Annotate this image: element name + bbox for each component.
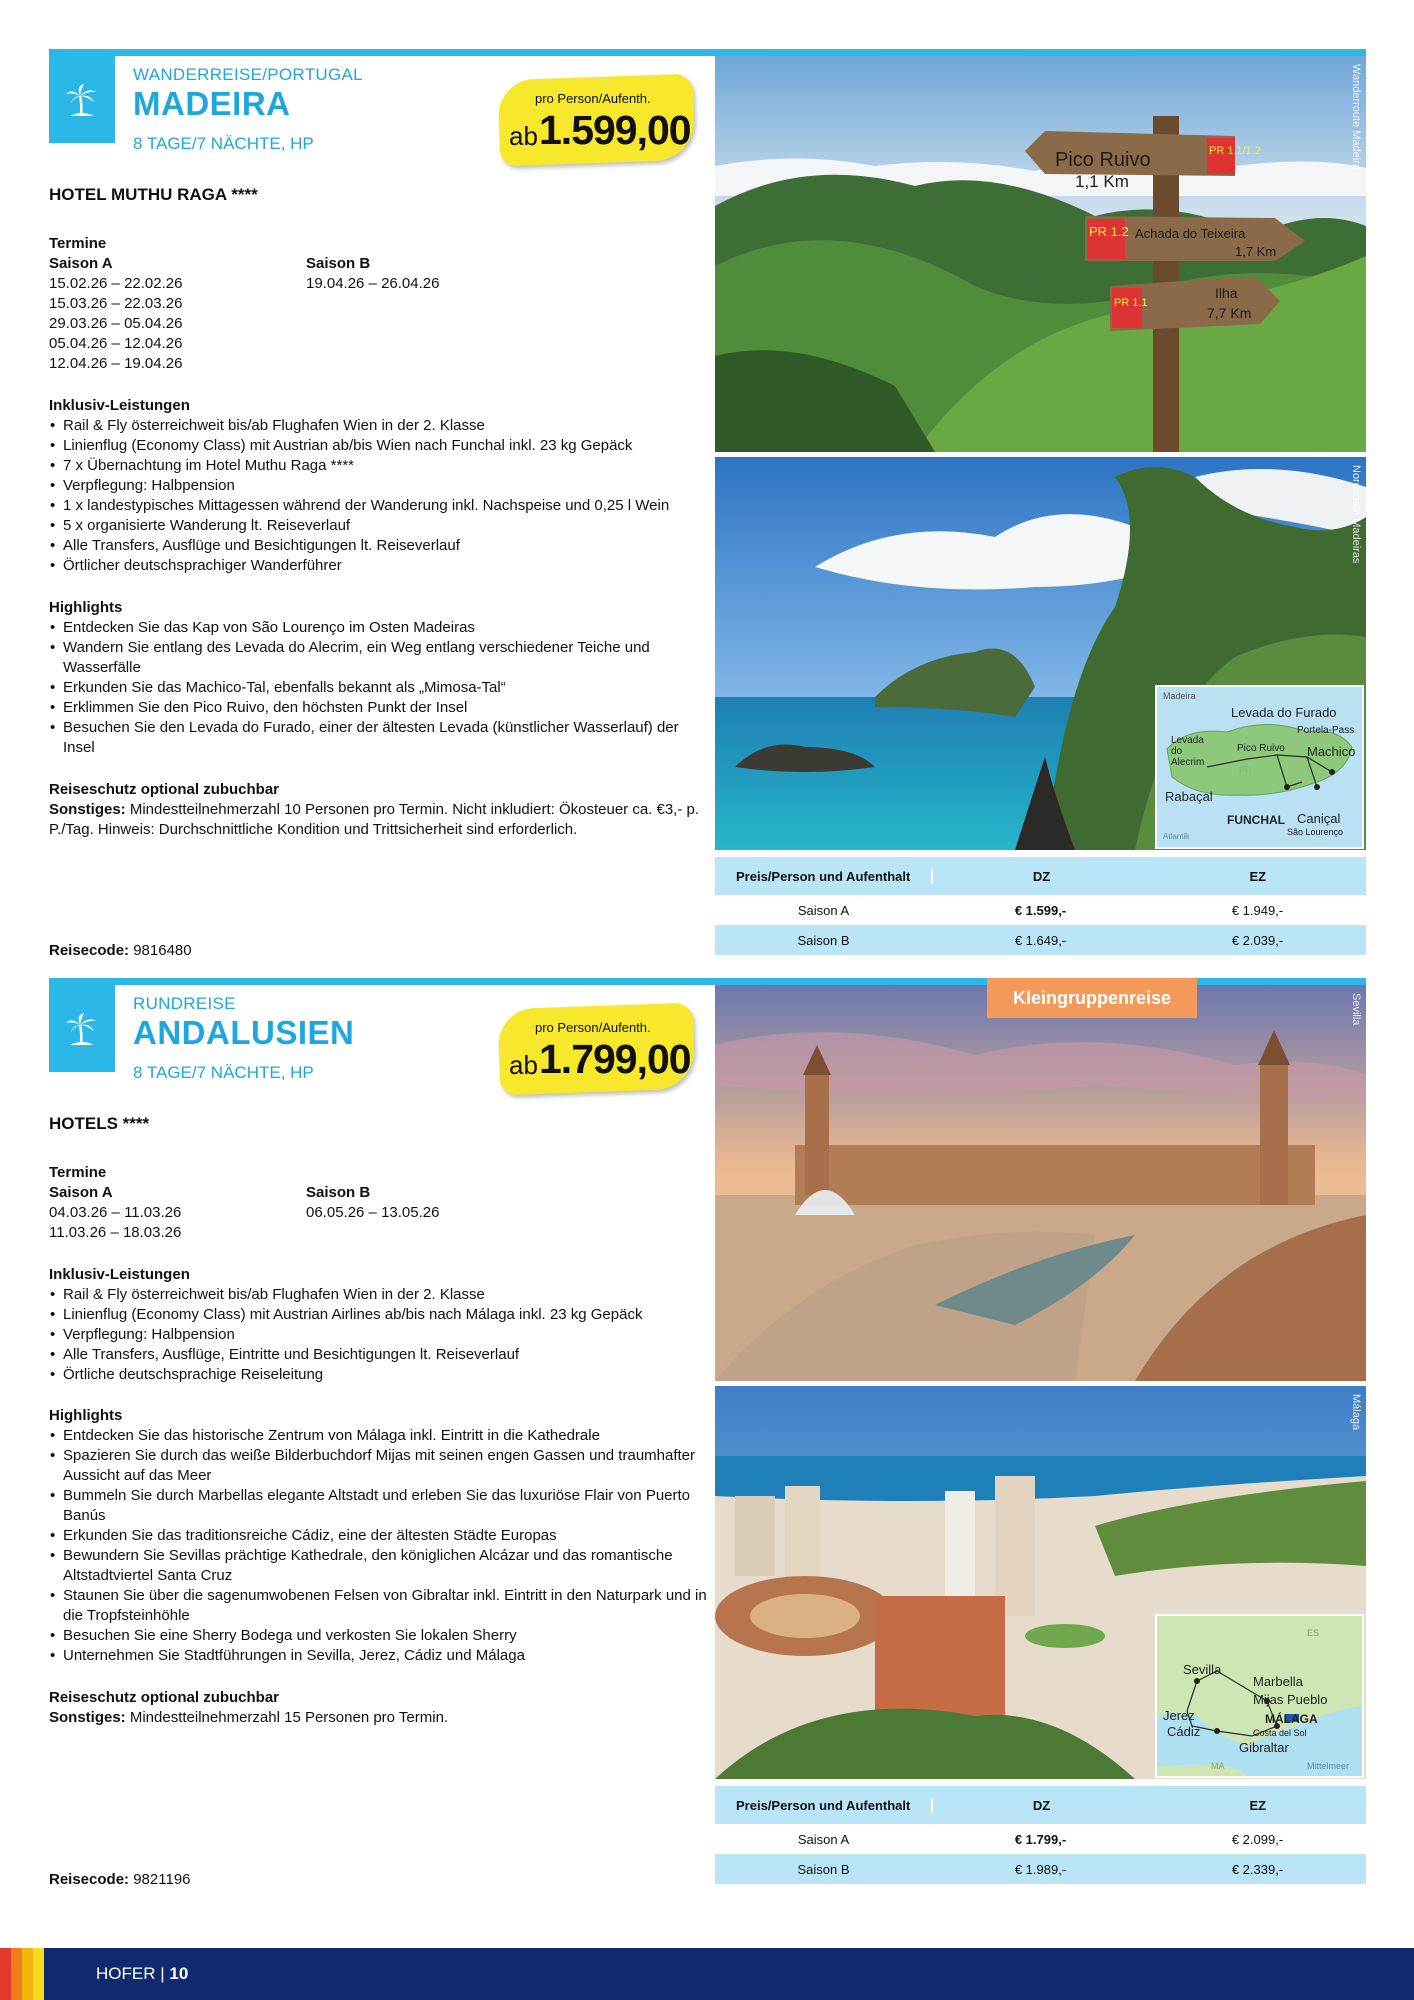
- misc-label: Sonstiges:: [49, 801, 126, 818]
- list-item: • Staunen Sie über die sagenumwobenen Felsen von Gibraltar inkl. Eintritt in den Naturpark und in die Tropfsteinhöhle: [49, 1586, 709, 1626]
- route-map: [1155, 685, 1364, 849]
- list-item: • Linienflug (Economy Class) mit Austrian ab/bis Wien nach Funchal inkl. 23 kg Gepäck: [49, 436, 709, 456]
- trip-code: Reisecode: 9816480: [49, 942, 192, 959]
- photo-coast: [715, 457, 1366, 850]
- misc-block: [49, 1688, 709, 1728]
- svg-text:7,7 Km: 7,7 Km: [1207, 305, 1252, 321]
- list-item: • Verpflegung: Halbpension: [49, 476, 709, 496]
- price-amount: 1.599,00: [539, 107, 691, 153]
- map-label: Portela-Pass: [1297, 725, 1355, 736]
- trip-title: MADEIRA: [133, 85, 291, 122]
- date-range: 06.05.26 – 13.05.26: [306, 1204, 440, 1221]
- inclusive-block: [49, 1265, 709, 1385]
- map-label: ES: [1307, 1628, 1320, 1638]
- protection-note: Reiseschutz optional zubuchbar: [49, 781, 280, 798]
- list-item: • Erkunden Sie das Machico-Tal, ebenfalls bekannt als „Mimosa-Tal“: [49, 678, 709, 698]
- trip-type: RUNDREISE: [133, 994, 236, 1013]
- highlights-block: [49, 1406, 709, 1666]
- offer-madeira: [49, 49, 1366, 979]
- map-label: São Lourenço: [1287, 827, 1344, 837]
- photo-caption: Málaga: [1350, 1394, 1362, 1431]
- map-label: Madeira: [1163, 691, 1196, 701]
- svg-text:Achada do Teixeira: Achada do Teixeira: [1135, 226, 1246, 241]
- map-label: Gibraltar: [1239, 1740, 1289, 1755]
- map-label: Caniçal: [1297, 811, 1341, 826]
- section-top-bar: [49, 49, 1366, 56]
- map-label: FUNCHAL: [1227, 813, 1285, 827]
- date-range: 04.03.26 – 11.03.26: [49, 1204, 182, 1221]
- list-item: • Wandern Sie entlang des Levada do Alecrim, ein Weg entlang verschiedener Teiche und Wasserfälle: [49, 638, 709, 678]
- list-item: • Besuchen Sie den Levada do Furado, einer der ältesten Levada (künstlicher Wasserlauf) der Insel: [49, 718, 709, 758]
- trip-title: ANDALUSIEN: [133, 1014, 355, 1051]
- map-label: Machico: [1307, 744, 1356, 759]
- trip-duration: 8 TAGE/7 NÄCHTE, HP: [133, 1063, 314, 1082]
- list-item: • Örtliche deutschsprachige Reiseleitung: [49, 1365, 709, 1385]
- price-badge: [499, 77, 694, 163]
- svg-text:1,1 Km: 1,1 Km: [1075, 172, 1129, 191]
- list-item: • Rail & Fly österreichweit bis/ab Flughafen Wien in der 2. Klasse: [49, 1285, 709, 1305]
- palm-tree-badge: [49, 985, 115, 1072]
- photo-caption: Wanderroute Madeira: [1350, 64, 1362, 170]
- photo-caption: Sevilla: [1350, 993, 1362, 1026]
- misc-text: Mindestteilnehmerzahl 10 Personen pro Termin. Nicht inkludiert: Ökosteuer ca. €3,- p. P./Tag. Hinweis: Durchschnittliche Kondition und Trittsicherheit sind erforderlich.: [49, 801, 700, 838]
- photo-caption: Nordküste Madeiras: [1350, 465, 1362, 564]
- date-range: 05.04.26 – 12.04.26: [49, 335, 183, 352]
- palm-tree-icon: [64, 1011, 100, 1047]
- svg-text:PR 1.1: PR 1.1: [1114, 297, 1148, 309]
- table-row: Saison A € 1.599,- € 1.949,-: [715, 895, 1366, 925]
- palm-tree-badge: [49, 56, 115, 143]
- trip-type: WANDERREISE/PORTUGAL: [133, 65, 363, 84]
- date-range: 12.04.26 – 19.04.26: [49, 355, 183, 372]
- offer-andalusien: [49, 978, 1366, 1908]
- route-map: [1155, 1614, 1364, 1778]
- map-label: PR: [1239, 765, 1252, 775]
- highlights-label: Highlights: [49, 599, 123, 616]
- price-prefix: ab: [509, 121, 538, 151]
- dates-block: [49, 234, 709, 374]
- map-label: Costa del Sol: [1253, 1728, 1307, 1738]
- photo-sevilla: [715, 985, 1366, 1381]
- palm-tree-icon: [64, 82, 100, 118]
- table-row: Saison A € 1.799,- € 2.099,-: [715, 1824, 1366, 1854]
- date-range: 15.03.26 – 22.03.26: [49, 295, 183, 312]
- footer-brand: HOFER | 10: [96, 1964, 189, 1983]
- dates-label: Termine: [49, 235, 107, 252]
- photo-malaga: [715, 1386, 1366, 1779]
- map-label: Sevilla: [1183, 1662, 1222, 1677]
- list-item: • Linienflug (Economy Class) mit Austrian Airlines ab/bis nach Málaga inkl. 23 kg Gepäck: [49, 1305, 709, 1325]
- season-b-label: Saison B: [306, 1184, 371, 1201]
- list-item: • Erklimmen Sie den Pico Ruivo, den höchsten Punkt der Insel: [49, 698, 709, 718]
- page-footer: [0, 1948, 1414, 2000]
- list-item: • Erkunden Sie das traditionsreiche Cádiz, eine der ältesten Städte Europas: [49, 1526, 709, 1546]
- photo-signpost: [715, 56, 1366, 452]
- inclusive-block: [49, 396, 709, 576]
- map-label: Levada do Furado: [1231, 705, 1337, 720]
- list-item: • Spazieren Sie durch das weiße Bilderbuchdorf Mijas mit seinen engen Gassen und traumhafter Aussicht auf das Meer: [49, 1446, 709, 1486]
- map-label: MA: [1211, 1761, 1225, 1771]
- list-item: • Alle Transfers, Ausflüge, Eintritte und Besichtigungen lt. Reiseverlauf: [49, 1345, 709, 1365]
- list-item: • Bummeln Sie durch Marbellas elegante Altstadt und erleben Sie das luxuriöse Flair von Puerto Banús: [49, 1486, 709, 1526]
- svg-text:PR 1.2: PR 1.2: [1089, 224, 1129, 239]
- inclusive-label: Inklusiv-Leistungen: [49, 1266, 190, 1283]
- small-group-badge: Kleingruppenreise: [987, 978, 1197, 1018]
- trip-duration: 8 TAGE/7 NÄCHTE, HP: [133, 134, 314, 153]
- date-range: 29.03.26 – 05.04.26: [49, 315, 183, 332]
- list-item: • Bewundern Sie Sevillas prächtige Kathedrale, den königlichen Alcázar und das romantische Altstadtviertel Santa Cruz: [49, 1546, 709, 1586]
- svg-text:PR 1.1/1.2: PR 1.1/1.2: [1209, 145, 1261, 157]
- map-label: Marbella: [1253, 1674, 1303, 1689]
- map-label: Atlantik: [1163, 832, 1190, 841]
- misc-label: Sonstiges:: [49, 1709, 126, 1726]
- highlights-label: Highlights: [49, 1407, 123, 1424]
- svg-text:1,7 Km: 1,7 Km: [1235, 244, 1277, 259]
- highlights-block: [49, 598, 709, 758]
- inclusive-label: Inklusiv-Leistungen: [49, 397, 190, 414]
- svg-text:Ilha: Ilha: [1215, 285, 1238, 301]
- list-item: • Entdecken Sie das historische Zentrum von Málaga inkl. Eintritt in die Kathedrale: [49, 1426, 709, 1446]
- table-row: Saison B € 1.649,- € 2.039,-: [715, 925, 1366, 955]
- list-item: • 5 x organisierte Wanderung lt. Reiseverlauf: [49, 516, 709, 536]
- protection-note: Reiseschutz optional zubuchbar: [49, 1689, 280, 1706]
- date-range: 19.04.26 – 26.04.26: [306, 275, 440, 292]
- misc-block: [49, 780, 709, 840]
- list-item: • Entdecken Sie das Kap von São Lourenço im Osten Madeiras: [49, 618, 709, 638]
- price-badge: [499, 1006, 694, 1092]
- list-item: • Örtlicher deutschsprachiger Wanderführer: [49, 556, 709, 576]
- trip-code: Reisecode: 9821196: [49, 1871, 191, 1888]
- list-item: • Besuchen Sie eine Sherry Bodega und verkosten Sie lokalen Sherry: [49, 1626, 709, 1646]
- map-label: MÁLAGA: [1265, 1712, 1318, 1726]
- dates-block: [49, 1163, 709, 1243]
- map-label: Pico Ruivo: [1237, 743, 1285, 754]
- date-range: 11.03.26 – 18.03.26: [49, 1224, 182, 1241]
- list-item: • Verpflegung: Halbpension: [49, 1325, 709, 1345]
- table-row: Saison B € 1.989,- € 2.339,-: [715, 1854, 1366, 1884]
- table-header: Preis/Person und Aufenthalt DZ EZ: [715, 857, 1366, 895]
- price-per-person: pro Person/Aufenth.: [535, 1020, 651, 1035]
- dates-label: Termine: [49, 1164, 107, 1181]
- season-b-label: Saison B: [306, 255, 371, 272]
- price-per-person: pro Person/Aufenth.: [535, 91, 651, 106]
- season-a-label: Saison A: [49, 255, 113, 272]
- hotel-name: HOTELS ****: [49, 1114, 150, 1133]
- list-item: • 7 x Übernachtung im Hotel Muthu Raga ****: [49, 456, 709, 476]
- map-label: Jerez: [1163, 1708, 1195, 1723]
- map-label: Mittelmeer: [1307, 1761, 1350, 1771]
- list-item: • Rail & Fly österreichweit bis/ab Flughafen Wien in der 2. Klasse: [49, 416, 709, 436]
- list-item: • Alle Transfers, Ausflüge und Besichtigungen lt. Reiseverlauf: [49, 536, 709, 556]
- list-item: • 1 x landestypisches Mittagessen während der Wanderung inkl. Nachspeise und 0,25 l Wein: [49, 496, 709, 516]
- list-item: • Unternehmen Sie Stadtführungen in Sevilla, Jerez, Cádiz und Málaga: [49, 1646, 709, 1666]
- season-a-label: Saison A: [49, 1184, 113, 1201]
- map-label: Levada do Alecrim: [1171, 735, 1205, 768]
- price-table: [715, 1786, 1366, 1884]
- map-label: Cádiz: [1167, 1724, 1201, 1739]
- table-header: Preis/Person und Aufenthalt DZ EZ: [715, 1786, 1366, 1824]
- price-amount: 1.799,00: [539, 1036, 691, 1082]
- price-table: [715, 857, 1366, 955]
- misc-text: Mindestteilnehmerzahl 15 Personen pro Termin.: [125, 1709, 449, 1726]
- hotel-name: HOTEL MUTHU RAGA ****: [49, 185, 258, 204]
- date-range: 15.02.26 – 22.02.26: [49, 275, 183, 292]
- price-prefix: ab: [509, 1050, 538, 1080]
- svg-text:Pico Ruivo: Pico Ruivo: [1055, 149, 1151, 171]
- map-label: Rabaçal: [1165, 789, 1213, 804]
- map-label: Mijas Pueblo: [1253, 1692, 1328, 1707]
